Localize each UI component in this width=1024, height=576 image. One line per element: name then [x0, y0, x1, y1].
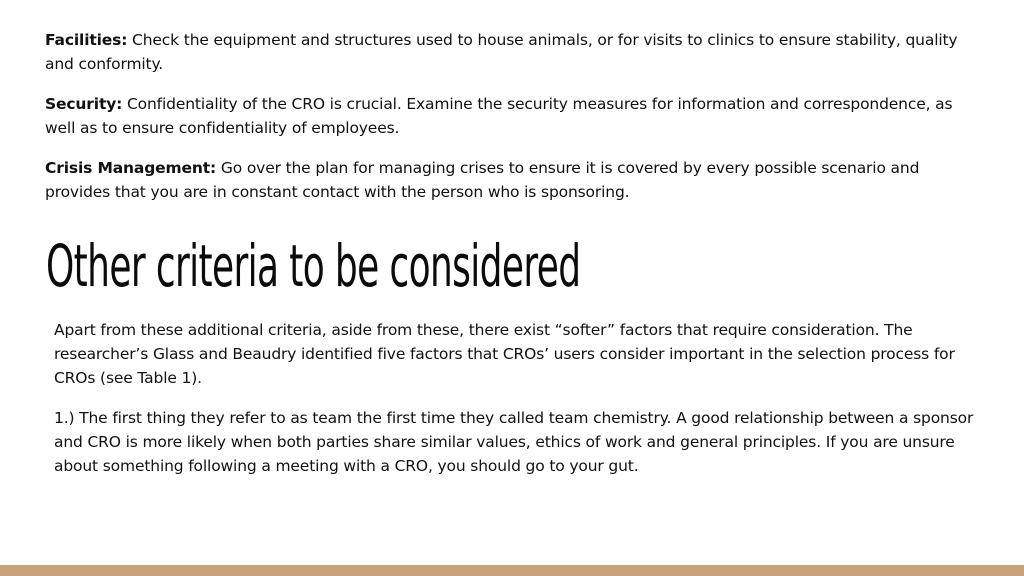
softer-factors-paragraph: Apart from these additional criteria, aside from these, there exist “softer” factors that require consideration. The researcher’s Glass and Beaudry identified five factors that CROs’ users consider important in the selection process for CROs (see Table 1). [54, 321, 955, 387]
team-chemistry-paragraph: 1.) The first thing they refer to as team the first time they called team chemistry. A good relationship between a sponsor and CRO is more likely when both parties share similar values, ethics of work and general principles. If you are unsure about something following a meeting with a CRO, you should go to your gut. [54, 409, 974, 475]
crisis-management-text: Go over the plan for managing crises to ensure it is covered by every possible scenario and provides that you are in constant contact with the person who is sponsoring. [45, 159, 920, 201]
facilities-label: Facilities: [45, 31, 128, 49]
crisis-management-label: Crisis Management: [45, 159, 217, 177]
section-heading: Other criteria to be considered [46, 232, 581, 300]
facilities-text: Check the equipment and structures used to house animals, or for visits to clinics to ensure stability, quality and conformity. [45, 31, 958, 73]
security-label: Security: [45, 95, 123, 113]
footer-bar [0, 565, 1024, 576]
crisis-management-paragraph [45, 156, 975, 204]
security-paragraph [45, 92, 975, 140]
security-text: Confidentiality of the CRO is crucial. Examine the security measures for information and correspondence, as well as to ensure confidentiality of employees. [45, 95, 953, 137]
facilities-paragraph [45, 28, 975, 76]
